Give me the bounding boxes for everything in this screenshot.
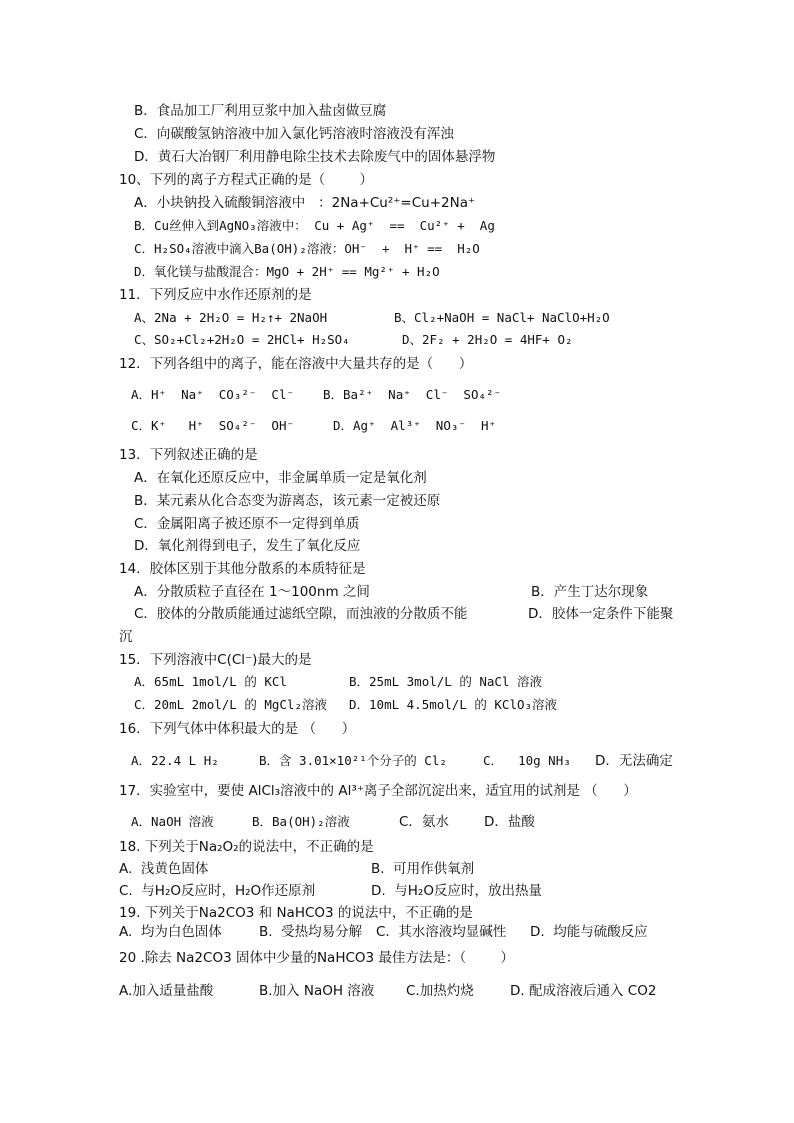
q11-stem: 11．下列反应中水作还原剂的是 — [119, 287, 312, 303]
q13-stem: 13．下列叙述正确的是 — [119, 447, 258, 463]
q20-stem: 20 .除去 Na2CO3 固体中少量的NaHCO3 最佳方法是：（ ） — [119, 950, 514, 966]
q16-option-b: B．含 3.01×10²¹个分子的 Cl₂ — [259, 753, 447, 768]
q13-option-d: D．氧化剂得到电子，发生了氧化反应 — [134, 538, 361, 554]
q20-option-a: A.加入适量盐酸 — [119, 983, 214, 999]
q10-stem: 10、下列的离子方程式正确的是（ ） — [119, 172, 374, 188]
q16-option-a: A．22.4 L H₂ — [131, 753, 219, 768]
q14-option-d-continued: 沉 — [119, 629, 133, 645]
q11-option-c: C、SO₂+Cl₂+2H₂O = 2HCl+ H₂SO₄ — [134, 332, 350, 347]
q10-option-a: A．小块钠投入硫酸铜溶液中 ：2Na+Cu²⁺=Cu+2Na⁺ — [134, 195, 476, 211]
q12-option-b: B．Ba²⁺ Na⁺ Cl⁻ SO₄²⁻ — [323, 387, 502, 402]
q12-option-c: C．K⁺ H⁺ SO₄²⁻ OH⁻ — [131, 418, 295, 433]
q19-option-d: D. 均能与硫酸反应 — [530, 924, 648, 940]
q15-option-b: B．25mL 3mol/L 的 NaCl 溶液 — [349, 674, 542, 689]
q10-option-c: C．H₂SO₄溶液中滴入Ba(OH)₂溶液：OH⁻ + H⁺ == H₂O — [134, 241, 480, 256]
q15-option-a: A．65mL 1mol/L 的 KCl — [134, 674, 287, 689]
q10-option-b: B．Cu丝伸入到AgNO₃溶液中： Cu + Ag⁺ == Cu²⁺ + Ag — [134, 218, 495, 233]
q9-option-b: B．食品加工厂利用豆浆中加入盐卤做豆腐 — [134, 103, 387, 119]
q14-stem: 14．胶体区别于其他分散系的本质特征是 — [119, 561, 366, 577]
q17-option-a: A．NaOH 溶液 — [131, 814, 214, 829]
q14-option-a: A．分散质粒子直径在 1～100nm 之间 — [134, 584, 370, 600]
q20-option-d: D. 配成溶液后通入 CO2 — [510, 983, 657, 999]
q20-option-c: C.加热灼烧 — [406, 983, 474, 999]
q18-option-b: B. 可用作供氧剂 — [371, 861, 475, 877]
q20-option-b: B.加入 NaOH 溶液 — [259, 983, 375, 999]
q9-option-c: C．向碳酸氢钠溶液中加入氯化钙溶液时溶液没有浑浊 — [134, 126, 454, 142]
q10-option-d: D．氧化镁与盐酸混合：MgO + 2H⁺ == Mg²⁺ + H₂O — [134, 264, 440, 279]
q18-option-a: A. 浅黄色固体 — [119, 861, 209, 877]
q19-stem: 19. 下列关于Na2CO3 和 NaHCO3 的说法中，不正确的是 — [119, 905, 473, 921]
q17-option-c: C．氨水 — [399, 814, 449, 830]
q11-option-a: A、2Na + 2H₂O = H₂↑+ 2NaOH — [134, 310, 328, 325]
q13-option-a: A．在氧化还原反应中，非金属单质一定是氧化剂 — [134, 470, 427, 486]
q18-option-d: D. 与H₂O反应时，放出热量 — [371, 883, 542, 899]
q17-option-b: B．Ba(OH)₂溶液 — [252, 814, 350, 829]
q14-option-d: D．胶体一定条件下能聚 — [528, 606, 674, 622]
q15-option-c: C．20mL 2mol/L 的 MgCl₂溶液 — [134, 697, 327, 712]
q17-stem: 17．实验室中，要使 AlCl₃溶液中的 Al³⁺离子全部沉淀出来，适宜用的试剂是 （ ） — [119, 783, 637, 799]
q18-stem: 18. 下列关于Na₂O₂的说法中，不正确的是 — [119, 839, 374, 855]
q13-option-c: C．金属阳离子被还原不一定得到单质 — [134, 516, 360, 532]
q15-option-d: D．10mL 4.5mol/L 的 KClO₃溶液 — [349, 697, 558, 712]
q9-option-d: D．黄石大冶钢厂利用静电除尘技术去除废气中的固体悬浮物 — [134, 149, 496, 165]
q17-option-d: D．盐酸 — [484, 814, 535, 830]
q14-option-b: B．产生丁达尔现象 — [531, 584, 649, 600]
q13-option-b: B．某元素从化合态变为游离态，该元素一定被还原 — [134, 493, 441, 509]
q19-option-a: A. 均为白色固体 — [119, 924, 222, 940]
q12-option-d: D．Ag⁺ Al³⁺ NO₃⁻ H⁺ — [333, 418, 497, 433]
q11-option-b: B、Cl₂+NaOH = NaCl+ NaClO+H₂O — [394, 310, 610, 325]
q16-stem: 16．下列气体中体积最大的是 （ ） — [119, 721, 356, 737]
q19-option-b: B. 受热均易分解 — [259, 924, 363, 940]
q16-option-d: D．无法确定 — [595, 753, 673, 769]
q11-option-d: D、2F₂ + 2H₂O = 4HF+ O₂ — [402, 332, 573, 347]
q12-option-a: A．H⁺ Na⁺ CO₃²⁻ Cl⁻ — [131, 387, 295, 402]
q15-stem: 15．下列溶液中C(Cl⁻)最大的是 — [119, 652, 312, 668]
q14-option-c: C．胶体的分散质能通过滤纸空隙，而浊液的分散质不能 — [134, 606, 468, 622]
q19-option-c: C. 其水溶液均显碱性 — [376, 924, 507, 940]
q12-stem: 12．下列各组中的离子，能在溶液中大量共存的是（ ） — [119, 356, 473, 372]
q16-option-c: C． 10g NH₃ — [483, 753, 571, 768]
q18-option-c: C. 与H₂O反应时，H₂O作还原剂 — [119, 883, 316, 899]
